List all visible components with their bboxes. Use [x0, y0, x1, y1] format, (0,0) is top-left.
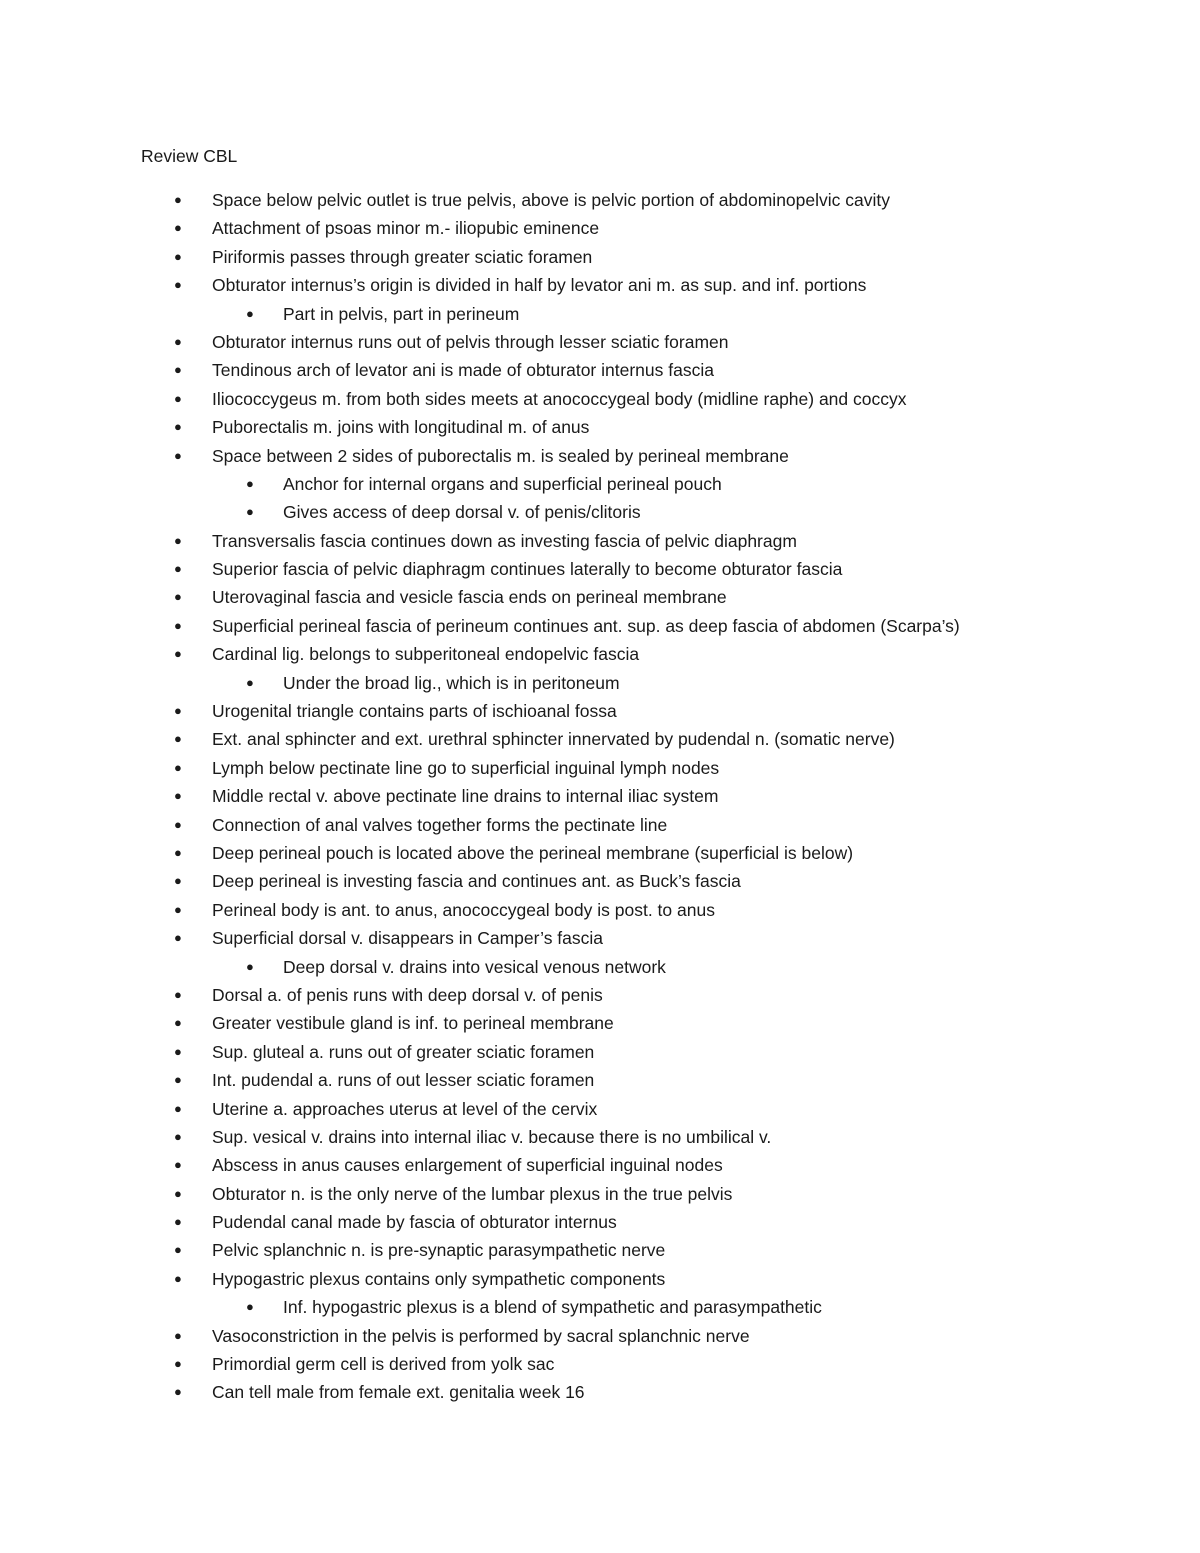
list-item-text: Puborectalis m. joins with longitudinal m. of anus	[212, 417, 590, 438]
list-item-text: Int. pudendal a. runs of out lesser sciatic foramen	[212, 1070, 595, 1091]
list-item-text: Pelvic splanchnic n. is pre-synaptic parasympathetic nerve	[212, 1240, 666, 1261]
list-item	[0, 583, 1200, 611]
list-item-text: Superficial perineal fascia of perineum continues ant. sup. as deep fascia of abdomen (Scarpa’s)	[212, 615, 960, 636]
list-item	[0, 1322, 1200, 1350]
list-item-text: Sup. vesical v. drains into internal iliac v. because there is no umbilical v.	[212, 1126, 772, 1147]
list-item-text: Ext. anal sphincter and ext. urethral sphincter innervated by pudendal n. (somatic nerve)	[212, 729, 895, 750]
list-item-text: Can tell male from female ext. genitalia week 16	[212, 1382, 585, 1403]
list-item-text: Attachment of psoas minor m.- iliopubic eminence	[212, 218, 600, 239]
list-item	[0, 1009, 1200, 1037]
list-item-text: Middle rectal v. above pectinate line drains to internal iliac system	[212, 786, 719, 807]
list-item	[0, 328, 1200, 356]
list-item	[0, 356, 1200, 384]
list-item-text: Vasoconstriction in the pelvis is performed by sacral splanchnic nerve	[212, 1325, 750, 1346]
bullet-list	[0, 186, 1200, 1407]
bullet-icon: ●	[174, 703, 182, 719]
sub-list-item	[0, 470, 1200, 498]
bullet-icon: ●	[174, 816, 182, 832]
list-item	[0, 981, 1200, 1009]
list-item-text: Pudendal canal made by fascia of obturator internus	[212, 1212, 617, 1233]
list-item-text: Space between 2 sides of puborectalis m. is sealed by perineal membrane	[212, 445, 789, 466]
list-item-text: Space below pelvic outlet is true pelvis, above is pelvic portion of abdominopelvic cavity	[212, 190, 890, 210]
list-item	[0, 1123, 1200, 1151]
bullet-icon: ●	[174, 759, 182, 775]
list-item	[0, 839, 1200, 867]
bullet-icon: ●	[174, 1185, 182, 1201]
list-item-text: Sup. gluteal a. runs out of greater sciatic foramen	[212, 1041, 595, 1062]
list-item	[0, 725, 1200, 753]
bullet-icon: ●	[246, 674, 254, 690]
sub-list-item	[0, 1293, 1200, 1321]
bullet-icon: ●	[174, 1043, 182, 1059]
bullet-icon: ●	[246, 475, 254, 491]
bullet-icon: ●	[174, 192, 182, 207]
list-item-text: Inf. hypogastric plexus is a blend of sympathetic and parasympathetic	[283, 1297, 822, 1318]
bullet-icon: ●	[174, 901, 182, 917]
list-item-text: Cardinal lig. belongs to subperitoneal endopelvic fascia	[212, 644, 640, 665]
bullet-icon: ●	[246, 504, 254, 520]
list-item	[0, 612, 1200, 640]
sub-list-item	[0, 953, 1200, 981]
list-item-text: Uterine a. approaches uterus at level of the cervix	[212, 1098, 598, 1119]
bullet-icon: ●	[174, 1100, 182, 1116]
bullet-icon: ●	[174, 844, 182, 860]
list-item-text: Piriformis passes through greater sciatic foramen	[212, 246, 593, 267]
list-item	[0, 867, 1200, 895]
bullet-icon: ●	[246, 958, 254, 974]
list-item-text: Connection of anal valves together forms the pectinate line	[212, 814, 668, 835]
bullet-icon: ●	[174, 1242, 182, 1258]
bullet-icon: ●	[174, 589, 182, 605]
list-item-text: Iliococcygeus m. from both sides meets at anococcygeal body (midline raphe) and coccyx	[212, 388, 907, 409]
list-item-text: Superficial dorsal v. disappears in Camper’s fascia	[212, 928, 604, 949]
list-item	[0, 1208, 1200, 1236]
bullet-icon: ●	[174, 419, 182, 435]
bullet-icon: ●	[174, 561, 182, 577]
sub-list-item	[0, 498, 1200, 526]
bullet-icon: ●	[174, 1128, 182, 1144]
list-item	[0, 1180, 1200, 1208]
bullet-icon: ●	[174, 1214, 182, 1230]
bullet-icon: ●	[246, 305, 254, 321]
list-item	[0, 1350, 1200, 1378]
list-item	[0, 754, 1200, 782]
list-item-text: Tendinous arch of levator ani is made of obturator internus fascia	[212, 360, 714, 381]
bullet-icon: ●	[174, 220, 182, 236]
list-item-text: Primordial germ cell is derived from yolk sac	[212, 1354, 555, 1375]
list-item-text: Obturator internus’s origin is divided in half by levator ani m. as sup. and inf. portions	[212, 275, 867, 296]
list-item-text: Dorsal a. of penis runs with deep dorsal v. of penis	[212, 984, 603, 1005]
bullet-icon: ●	[174, 788, 182, 804]
list-item	[0, 555, 1200, 583]
list-item-text: Deep perineal is investing fascia and continues ant. as Buck’s fascia	[212, 871, 741, 892]
list-item-text: Uterovaginal fascia and vesicle fascia ends on perineal membrane	[212, 587, 727, 608]
document-title: Review CBL	[141, 146, 238, 166]
list-item-text: Gives access of deep dorsal v. of penis/clitoris	[283, 502, 641, 523]
list-item-text: Hypogastric plexus contains only sympathetic components	[212, 1268, 666, 1289]
bullet-icon: ●	[174, 362, 182, 378]
bullet-icon: ●	[174, 1270, 182, 1286]
bullet-icon: ●	[174, 873, 182, 889]
list-item-text: Urogenital triangle contains parts of ischioanal fossa	[212, 701, 617, 722]
bullet-icon: ●	[174, 646, 182, 662]
bullet-icon: ●	[174, 1015, 182, 1031]
list-item-text: Greater vestibule gland is inf. to perineal membrane	[212, 1013, 614, 1034]
bullet-icon: ●	[174, 1072, 182, 1088]
list-item	[0, 442, 1200, 470]
bullet-icon: ●	[174, 986, 182, 1002]
list-item	[0, 924, 1200, 952]
list-item	[0, 243, 1200, 271]
bullet-icon: ●	[174, 1157, 182, 1173]
list-item-text: Obturator internus runs out of pelvis through lesser sciatic foramen	[212, 331, 729, 352]
bullet-icon: ●	[174, 1384, 182, 1400]
list-item-text: Under the broad lig., which is in peritoneum	[283, 672, 620, 693]
list-item	[0, 896, 1200, 924]
list-item	[0, 385, 1200, 413]
list-item	[0, 1378, 1200, 1406]
bullet-icon: ●	[174, 248, 182, 264]
list-item-text: Perineal body is ant. to anus, anococcygeal body is post. to anus	[212, 899, 715, 920]
list-item	[0, 697, 1200, 725]
list-item	[0, 413, 1200, 441]
bullet-icon: ●	[174, 1327, 182, 1343]
list-item-text: Abscess in anus causes enlargement of superficial inguinal nodes	[212, 1155, 723, 1176]
bullet-icon: ●	[174, 390, 182, 406]
list-item	[0, 186, 1200, 214]
list-item	[0, 1265, 1200, 1293]
list-item-text: Lymph below pectinate line go to superficial inguinal lymph nodes	[212, 757, 720, 778]
list-item	[0, 214, 1200, 242]
list-item-text: Transversalis fascia continues down as investing fascia of pelvic diaphragm	[212, 530, 797, 551]
bullet-icon: ●	[174, 333, 182, 349]
list-item	[0, 1038, 1200, 1066]
list-item	[0, 811, 1200, 839]
sub-list-item	[0, 300, 1200, 328]
bullet-icon: ●	[174, 617, 182, 633]
list-item	[0, 271, 1200, 299]
list-item	[0, 1151, 1200, 1179]
list-item	[0, 782, 1200, 810]
list-item-text: Deep perineal pouch is located above the perineal membrane (superficial is below)	[212, 842, 854, 863]
bullet-icon: ●	[174, 731, 182, 747]
list-item-text: Part in pelvis, part in perineum	[283, 303, 520, 324]
list-item	[0, 527, 1200, 555]
bullet-icon: ●	[174, 1356, 182, 1372]
bullet-icon: ●	[174, 447, 182, 463]
list-item-text: Anchor for internal organs and superficial perineal pouch	[283, 473, 722, 494]
list-item	[0, 640, 1200, 668]
bullet-icon: ●	[174, 532, 182, 548]
bullet-icon: ●	[174, 930, 182, 946]
list-item	[0, 1066, 1200, 1094]
sub-list-item	[0, 669, 1200, 697]
list-item-text: Obturator n. is the only nerve of the lumbar plexus in the true pelvis	[212, 1183, 733, 1204]
bullet-icon: ●	[174, 277, 182, 293]
list-item	[0, 1095, 1200, 1123]
bullet-icon: ●	[246, 1299, 254, 1315]
list-item-text: Deep dorsal v. drains into vesical venous network	[283, 956, 666, 977]
list-item-text: Superior fascia of pelvic diaphragm continues laterally to become obturator fascia	[212, 559, 843, 580]
list-item	[0, 1236, 1200, 1264]
